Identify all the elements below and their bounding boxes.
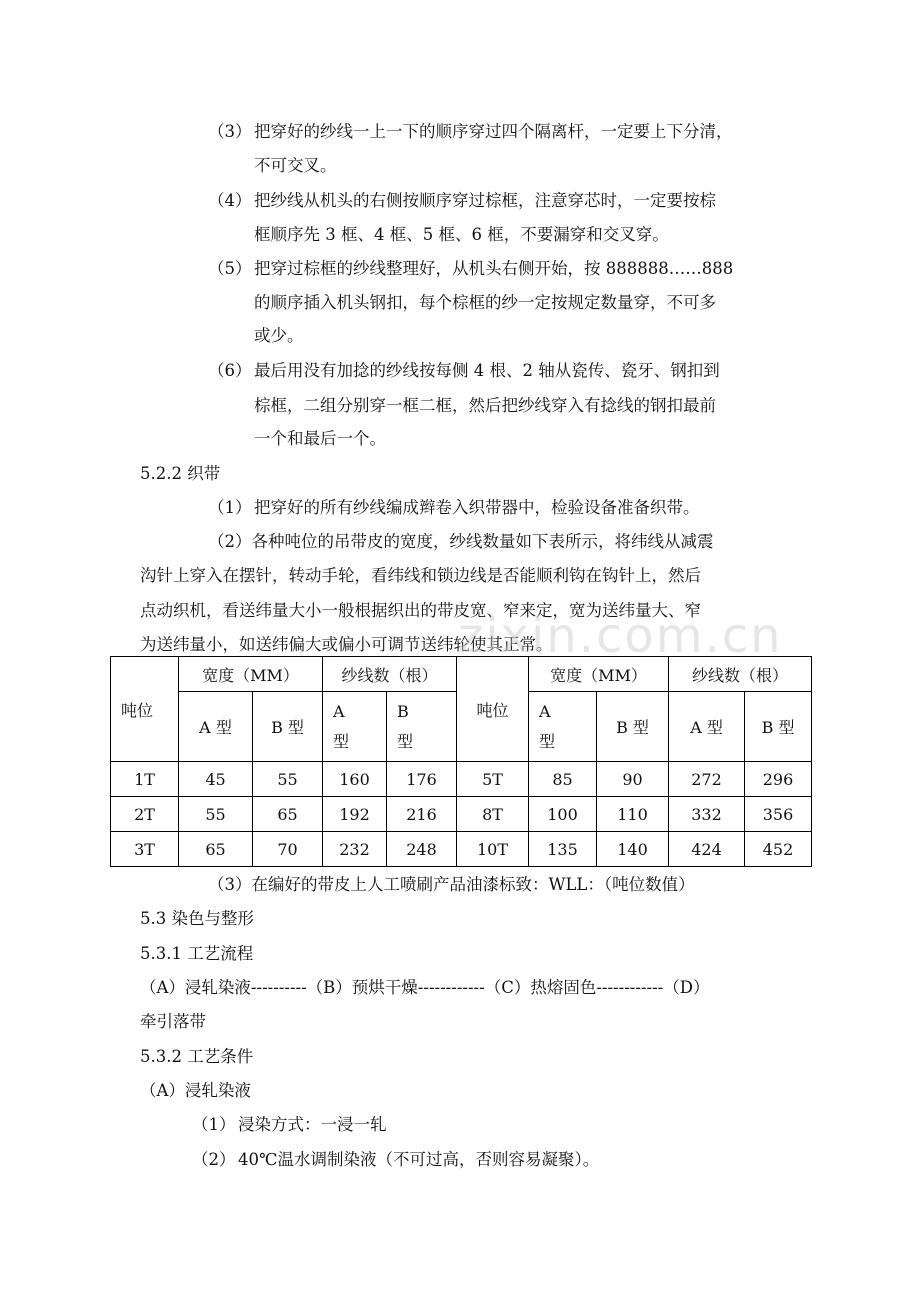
table-cell: 192: [323, 797, 387, 832]
item-text: 把穿好的所有纱线编成辫卷入织带器中，检验设备准备织带。: [254, 498, 700, 517]
table-cell: 10T: [457, 832, 529, 867]
item-number: （1）: [208, 498, 252, 517]
subsection-heading: 5.3.2 工艺条件: [140, 1047, 254, 1066]
item-number: （1）: [192, 1115, 236, 1134]
b-top: B: [397, 701, 409, 721]
item-number: （3）: [208, 122, 252, 141]
table-cell: 2T: [111, 797, 179, 832]
type-char: 型: [333, 731, 350, 751]
table-cell: 45: [179, 762, 253, 797]
a-top: A: [333, 701, 345, 721]
list-item-5: [208, 258, 733, 280]
table-cell: 135: [529, 832, 597, 867]
tonnage-header: 吨位: [457, 657, 529, 762]
subsection-heading: 5.3.1 工艺流程: [140, 944, 254, 963]
table-cell: 232: [323, 832, 387, 867]
paragraph-line: （3）在编好的带皮上人工喷刷产品油漆标致：WLL：（吨位数值）: [208, 875, 695, 894]
subsection-heading: （A）浸轧染液: [140, 1081, 251, 1100]
a-type-header: [323, 692, 387, 762]
section-heading: 5.3 染色与整形: [140, 909, 254, 928]
paragraph-line: 为送纬量小，如送纬偏大或偏小可调节送纬轮使其正常。: [140, 635, 553, 654]
watermark: zixin.com.cn: [458, 608, 783, 664]
a-type-header: A 型: [669, 692, 745, 762]
table-row: [111, 762, 812, 797]
table-cell: 356: [745, 797, 812, 832]
width-header: 宽度（MM）: [179, 657, 323, 692]
section-heading: 5.2.2 织带: [140, 464, 221, 483]
table-cell: 1T: [111, 762, 179, 797]
table-cell: 272: [669, 762, 745, 797]
table-cell: 3T: [111, 832, 179, 867]
table-cell: 140: [597, 832, 669, 867]
list-item-3-cont: 不可交叉。: [254, 156, 337, 175]
spec-table: [110, 656, 812, 867]
table-cell: 65: [179, 832, 253, 867]
yarn-header: 纱线数（根）: [323, 657, 457, 692]
table-cell: 8T: [457, 797, 529, 832]
paragraph-line: （2）各种吨位的吊带皮的宽度，纱线数量如下表所示，将纬线从减震: [208, 532, 714, 551]
list-item-2: [192, 1149, 599, 1171]
item-text: 40℃温水调制染液（不可过高，否则容易凝聚）。: [238, 1150, 600, 1169]
tonnage-header: 吨位: [111, 657, 179, 762]
b-type-header: B 型: [253, 692, 323, 762]
width-header: 宽度（MM）: [529, 657, 669, 692]
b-type-header: B 型: [597, 692, 669, 762]
item-text: 最后用没有加捻的纱线按每侧 4 根、2 轴从瓷传、瓷牙、钢扣到: [254, 361, 720, 380]
list-item-6: [208, 360, 720, 382]
table-row: [111, 797, 812, 832]
b-type-header: B 型: [745, 692, 812, 762]
a-type-header: A 型: [179, 692, 253, 762]
table-cell: 100: [529, 797, 597, 832]
list-item-1: [208, 497, 700, 519]
list-item-6-cont: 一个和最后一个。: [254, 429, 386, 448]
a-top: A: [539, 701, 551, 721]
b-type-header: [387, 692, 457, 762]
paragraph-line: 沟针上穿入在摆针，转动手轮，看纬线和锁边线是否能顺利钩在钩针上，然后: [140, 566, 701, 585]
paragraph-line: 点动织机，看送纬量大小一般根据织出的带皮宽、窄来定，宽为送纬量大、窄: [140, 601, 701, 620]
type-char: 型: [539, 731, 556, 751]
table-cell: 216: [387, 797, 457, 832]
table-cell: 296: [745, 762, 812, 797]
table-cell: 424: [669, 832, 745, 867]
yarn-header: 纱线数（根）: [669, 657, 812, 692]
flow-line: 牵引落带: [140, 1012, 206, 1031]
table-cell: 160: [323, 762, 387, 797]
list-item-4-cont: 框顺序先 3 框、4 框、5 框、6 框，不要漏穿和交叉穿。: [254, 225, 669, 244]
list-item-3: [208, 121, 733, 143]
item-number: （2）: [192, 1150, 236, 1169]
item-text: 把穿过棕框的纱线整理好，从机头右侧开始，按 888888……888: [254, 259, 734, 278]
item-text: 浸染方式：一浸一轧: [238, 1115, 387, 1134]
table-cell: 70: [253, 832, 323, 867]
list-item-5-cont: 的顺序插入机头钢扣，每个棕框的纱一定按规定数量穿，不可多: [254, 293, 716, 312]
list-item-1: [192, 1114, 387, 1136]
table-cell: 248: [387, 832, 457, 867]
table-cell: 55: [253, 762, 323, 797]
table-cell: 110: [597, 797, 669, 832]
item-number: （4）: [208, 191, 252, 210]
item-text: 把纱线从机头的右侧按顺序穿过棕框，注意穿芯时，一定要按棕: [254, 191, 716, 210]
list-item-5-cont: 或少。: [254, 326, 304, 345]
list-item-6-cont: 棕框，二组分别穿一框二框，然后把纱线穿入有捻线的钢扣最前: [254, 396, 716, 415]
item-text: 把穿好的纱线一上一下的顺序穿过四个隔离杆，一定要上下分清，: [254, 122, 733, 141]
table-cell: 452: [745, 832, 812, 867]
table-cell: 332: [669, 797, 745, 832]
table-cell: 55: [179, 797, 253, 832]
list-item-4: [208, 190, 716, 212]
a-type-header: [529, 692, 597, 762]
flow-line: （A）浸轧染液----------（B）预烘干燥------------（C）热熔固色------------（D）: [140, 978, 710, 997]
table-cell: 176: [387, 762, 457, 797]
item-number: （5）: [208, 259, 252, 278]
type-char: 型: [397, 731, 414, 751]
table-cell: 85: [529, 762, 597, 797]
table-cell: 5T: [457, 762, 529, 797]
table-cell: 90: [597, 762, 669, 797]
table-row: [111, 832, 812, 867]
item-number: （6）: [208, 361, 252, 380]
table-cell: 65: [253, 797, 323, 832]
